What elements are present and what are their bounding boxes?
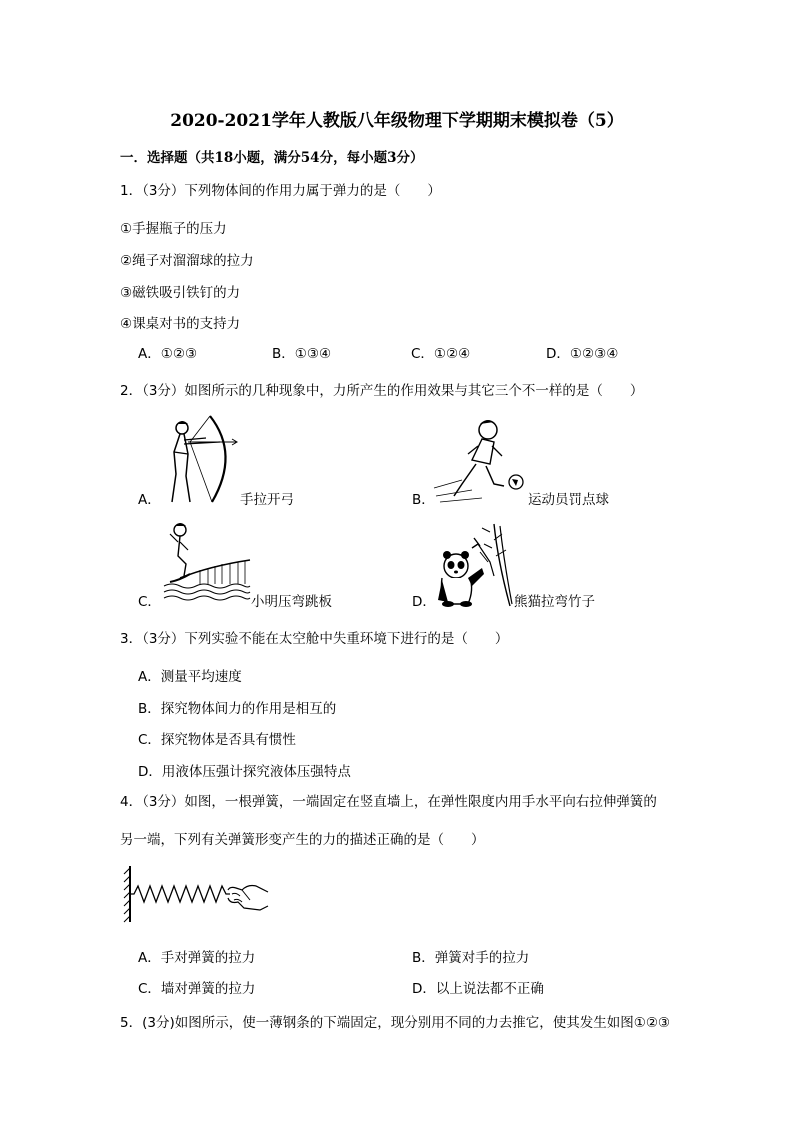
q2-option-c-letter[interactable]: C． xyxy=(138,594,161,610)
q1-option-a[interactable]: A．①②③ xyxy=(138,346,198,362)
q1-option-b[interactable]: B．①③④ xyxy=(272,346,332,362)
q4-option-c[interactable]: C．墙对弹簧的拉力 xyxy=(138,981,256,997)
paper-title: 2020-2021学年人教版八年级物理下学期期末模拟卷（5） xyxy=(170,111,624,131)
q1-option-d[interactable]: D．①②③④ xyxy=(546,346,619,362)
panda-bamboo-illustration xyxy=(434,522,516,608)
q3-option-b[interactable]: B．探究物体间力的作用是相互的 xyxy=(138,701,337,717)
q3-option-d[interactable]: D．用液体压强计探究液体压强特点 xyxy=(138,764,351,780)
q2-option-d-caption: 熊猫拉弯竹子 xyxy=(514,594,595,610)
q3-option-c[interactable]: C．探究物体是否具有惯性 xyxy=(138,732,296,748)
q1-option-c[interactable]: C．①②④ xyxy=(411,346,471,362)
q4-option-d[interactable]: D．以上说法都不正确 xyxy=(412,981,544,997)
spring-wall-illustration xyxy=(124,864,270,924)
q2-option-a-letter[interactable]: A． xyxy=(138,492,161,508)
section-heading: 一．选择题（共18小题，满分54分，每小题3分） xyxy=(120,150,424,166)
q1-item-3: ③磁铁吸引铁钉的力 xyxy=(120,285,241,301)
q1-item-4: ④课桌对书的支持力 xyxy=(120,316,241,332)
q4-option-b[interactable]: B．弹簧对手的拉力 xyxy=(412,950,530,966)
q2-option-b-letter[interactable]: B． xyxy=(412,492,435,508)
question-3-stem: 3．（3分）下列实验不能在太空舱中失重环境下进行的是（ ） xyxy=(120,631,509,647)
q4-option-a[interactable]: A．手对弹簧的拉力 xyxy=(138,950,256,966)
archer-illustration xyxy=(160,414,240,506)
q1-item-1: ①手握瓶子的压力 xyxy=(120,221,227,237)
q2-option-d-letter[interactable]: D． xyxy=(412,594,436,610)
footballer-illustration xyxy=(432,414,530,504)
question-5-stem: 5．(3分)如图所示，使一薄钢条的下端固定，现分别用不同的力去推它，使其发生如图①②③ xyxy=(120,1015,671,1031)
q2-option-b-caption: 运动员罚点球 xyxy=(528,492,609,508)
question-1-stem: 1．（3分）下列物体间的作用力属于弹力的是（ ） xyxy=(120,183,441,199)
question-4-stem-line1: 4．（3分）如图，一根弹簧，一端固定在竖直墙上，在弹性限度内用手水平向右拉伸弹簧的 xyxy=(120,794,657,810)
q2-option-c-caption: 小明压弯跳板 xyxy=(251,594,332,610)
springboard-illustration xyxy=(160,520,252,606)
question-2-stem: 2．（3分）如图所示的几种现象中，力所产生的作用效果与其它三个不一样的是（ ） xyxy=(120,383,644,399)
question-4-stem-line2: 另一端，下列有关弹簧形变产生的力的描述正确的是（ ） xyxy=(120,832,485,848)
q3-option-a[interactable]: A．测量平均速度 xyxy=(138,669,242,685)
q2-option-a-caption: 手拉开弓 xyxy=(240,492,294,508)
q1-item-2: ②绳子对溜溜球的拉力 xyxy=(120,253,254,269)
